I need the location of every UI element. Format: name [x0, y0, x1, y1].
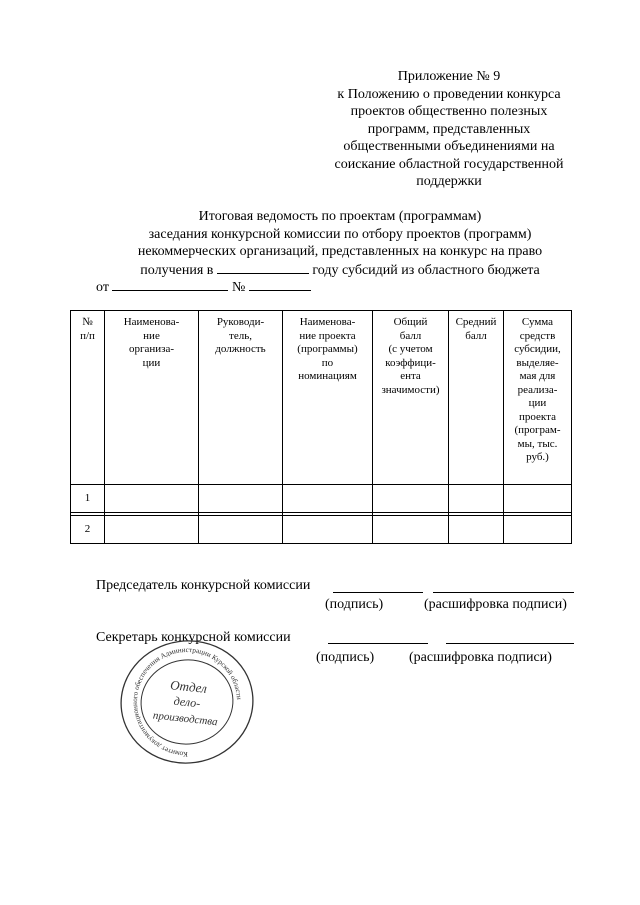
row-number: 1 [71, 485, 105, 513]
stamp-center-line-2: дело- [173, 693, 201, 711]
secretary-label: Секретарь конкурсной комиссии [96, 630, 291, 645]
annex-line: проектов общественно полезных [350, 104, 548, 119]
chairman-label: Председатель конкурсной комиссии [96, 578, 311, 593]
chairman-name-line [433, 592, 574, 593]
date-blank [112, 278, 228, 291]
header-cell: Общий балл (с учетом коэффици- ента значимости) [373, 311, 449, 485]
date-number-line [96, 278, 311, 296]
header-cell: Средний балл [449, 311, 504, 485]
title-line-3: некоммерческих организаций, представленных на конкурс на право [137, 244, 543, 259]
table-cell [504, 516, 572, 544]
header-cell: Наименова- ние проекта (программы) по номинациям [283, 311, 373, 485]
chairman-name-caption: (расшифровка подписи) [424, 597, 567, 612]
secretary-sign-line [328, 643, 428, 644]
table-cell [283, 485, 373, 513]
document-title [100, 208, 580, 279]
stamp-center-line-1: Отдел [169, 677, 208, 696]
year-blank [217, 261, 309, 274]
table-row [71, 485, 572, 513]
number-blank [249, 278, 311, 291]
header-cell: Сумма средств субсидии, выделяе- мая для реализа- ции проекта (програм- мы, тыс. руб.) [504, 311, 572, 485]
from-label: от [96, 280, 109, 295]
stamp-center-line-3: производства [152, 709, 219, 729]
annex-line: поддержки [416, 174, 482, 189]
annex-line: программ, представленных [367, 121, 531, 137]
header-cell: Наименова- ние организа- ции [105, 311, 199, 485]
office-stamp [117, 638, 257, 766]
annex-line: общественными объединениями на [343, 139, 555, 154]
header-cell: № п/п [71, 311, 105, 485]
number-label: № [231, 280, 246, 295]
table-cell [199, 516, 283, 544]
table-cell [373, 516, 449, 544]
title-line-2: заседания конкурсной комиссии по отбору проектов (программ) [148, 226, 532, 242]
chairman-sign-line [333, 592, 423, 593]
table-cell [199, 485, 283, 513]
table-cell [105, 516, 199, 544]
annex-line: Приложение № 9 [397, 69, 501, 84]
table-cell [283, 516, 373, 544]
table-cell [504, 485, 572, 513]
annex-header [318, 68, 580, 191]
table-cell [373, 485, 449, 513]
table-cell [449, 516, 504, 544]
title-line-4-prefix: получения в [140, 262, 214, 278]
annex-line: соискание областной государственной [334, 156, 564, 172]
title-line-4-suffix: году субсидий из областного бюджета [312, 262, 540, 278]
table-cell [105, 485, 199, 513]
table-row [71, 516, 572, 544]
results-table [70, 310, 572, 544]
title-line-1: Итоговая ведомость по проектам (программам) [198, 209, 482, 224]
annex-line: к Положению о проведении конкурса [337, 86, 561, 102]
row-number: 2 [71, 516, 105, 544]
table-header-row [71, 311, 572, 485]
title-line-4 [100, 261, 580, 280]
secretary-name-line [446, 643, 574, 644]
chairman-sign-caption: (подпись) [325, 597, 384, 612]
header-cell: Руководи- тель, должность [199, 311, 283, 485]
secretary-sign-caption: (подпись) [316, 650, 375, 665]
table-cell [449, 485, 504, 513]
stamp-ring-text: Комитет документационного обеспечения Администрации Курской области [131, 645, 244, 759]
secretary-name-caption: (расшифровка подписи) [409, 650, 552, 665]
